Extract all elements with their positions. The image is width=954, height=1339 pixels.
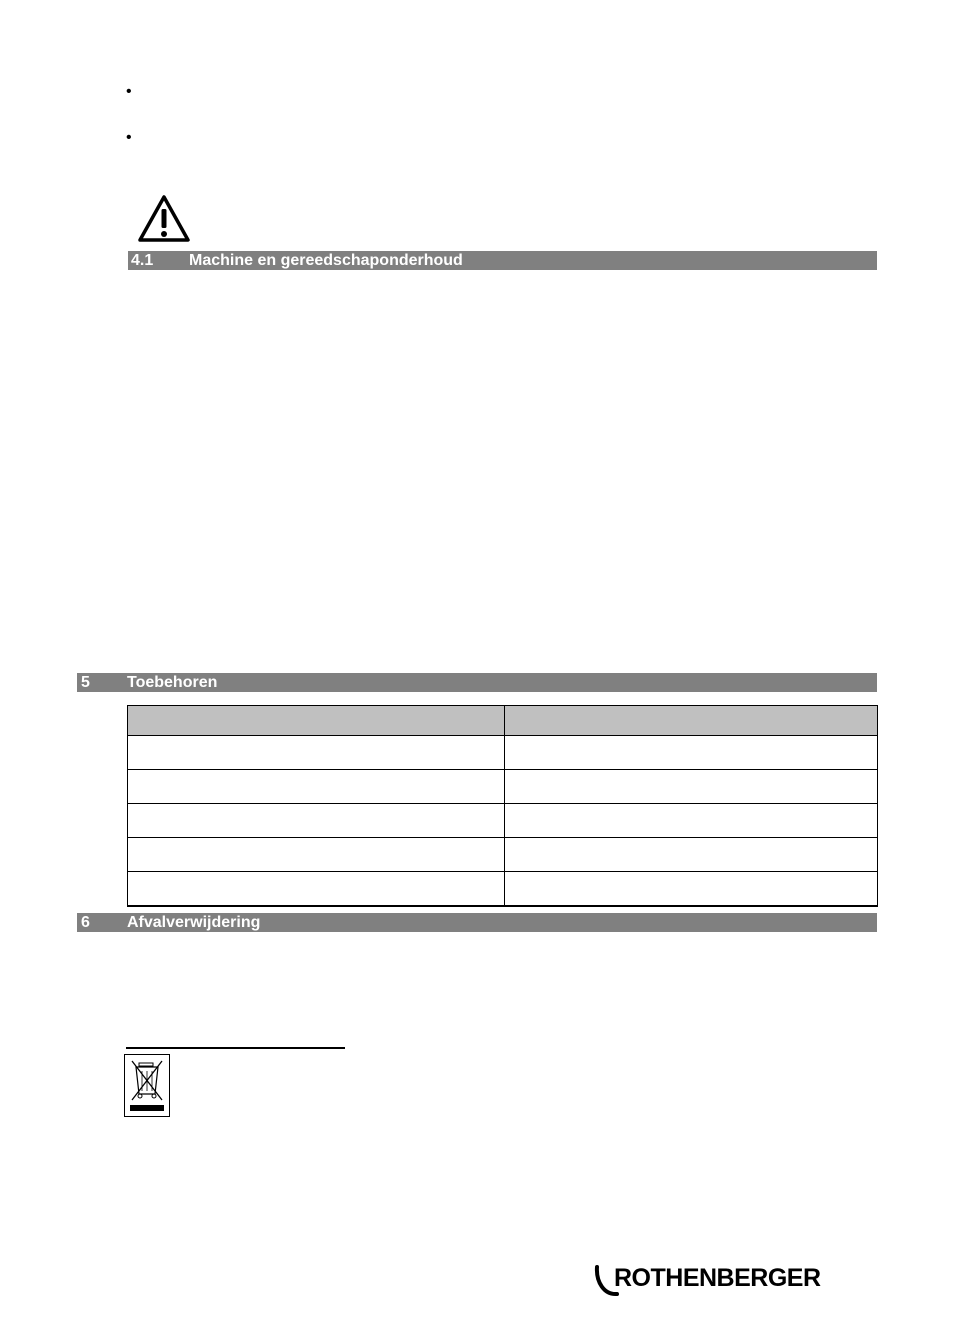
section-bar-4-1: [128, 251, 877, 270]
table-header-row: [128, 706, 878, 736]
underline-rule: [126, 1047, 345, 1049]
section-title: Afvalverwijdering: [127, 914, 261, 931]
table-cell: [505, 838, 878, 872]
section-number: 6: [81, 914, 90, 931]
bullet-1: •: [126, 83, 132, 100]
brand-name: ROTHENBERGER: [614, 1264, 821, 1292]
table-cell: [505, 872, 878, 907]
warning-triangle-icon: [137, 194, 191, 244]
table-cell: [505, 736, 878, 770]
section-number: 4.1: [131, 252, 154, 269]
table-row: [128, 770, 878, 804]
table-cell: [128, 872, 505, 907]
table-row: [128, 838, 878, 872]
table-cell: [128, 736, 505, 770]
table-row: [128, 736, 878, 770]
section-title: Machine en gereedschaponderhoud: [189, 252, 463, 269]
bullet-2: •: [126, 129, 132, 146]
accessories-table: [127, 705, 878, 907]
table-cell: [128, 804, 505, 838]
section-bar-6: [77, 913, 877, 932]
section-bar-5: [77, 673, 877, 692]
section-title: Toebehoren: [127, 674, 218, 691]
table-cell: [128, 770, 505, 804]
section-number: 5: [81, 674, 90, 691]
rothenberger-logo: [592, 1262, 828, 1300]
table-cell: [505, 804, 878, 838]
table-header-cell: [128, 706, 505, 736]
table-cell: [505, 770, 878, 804]
table-header-cell: [505, 706, 878, 736]
crossed-out-bin-icon: [124, 1054, 170, 1117]
table-cell: [128, 838, 505, 872]
table-row: [128, 872, 878, 907]
table-row: [128, 804, 878, 838]
